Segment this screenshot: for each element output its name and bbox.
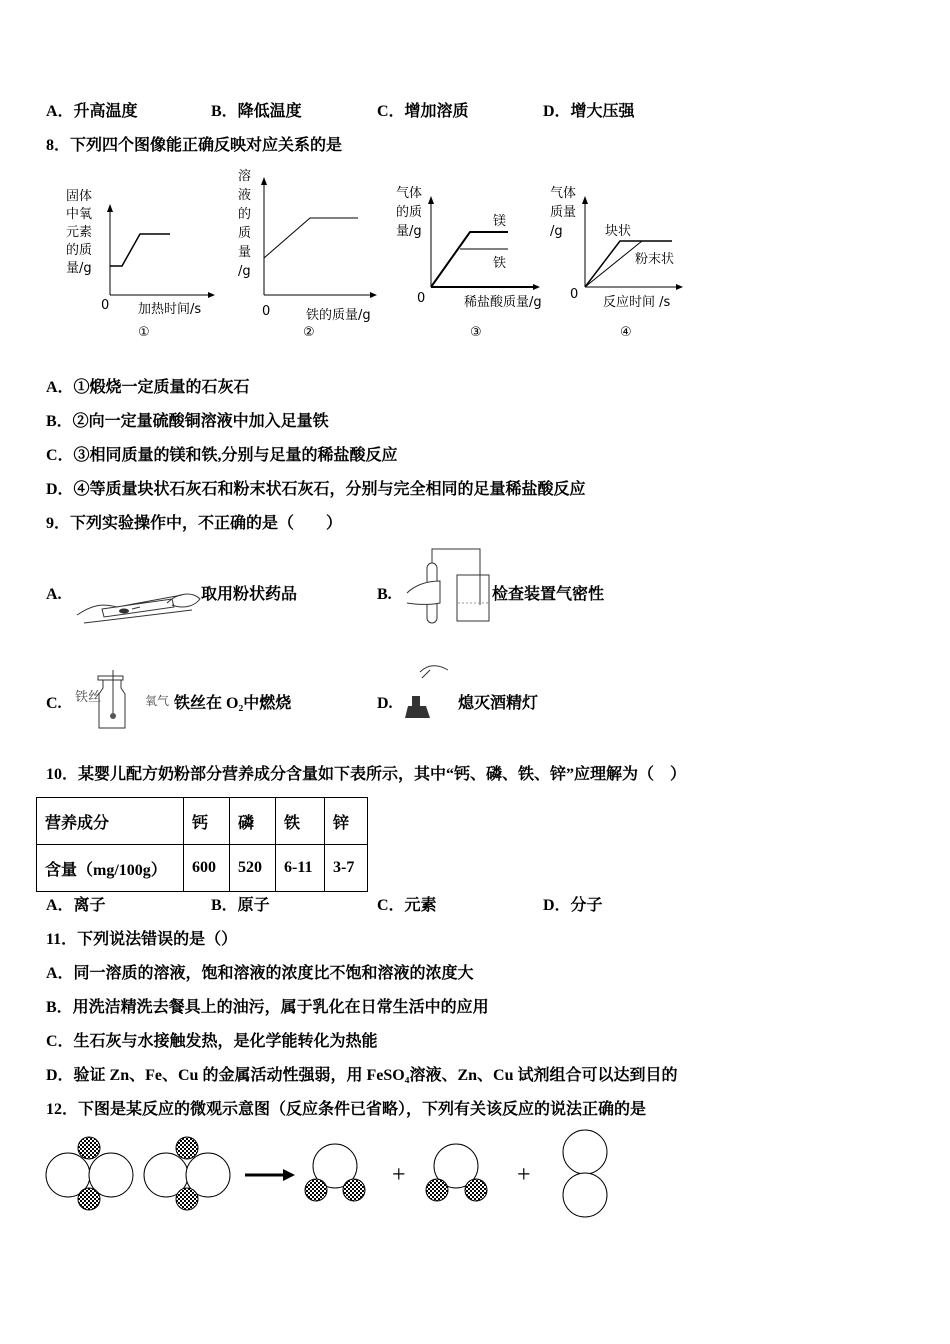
oxygen-label: 氧气: [145, 694, 170, 708]
y-label: /g: [238, 264, 251, 279]
q9-option-b-letter: B.: [377, 586, 392, 603]
origin-label: 0: [262, 304, 271, 319]
y-label: /g: [550, 224, 563, 239]
y-label: 量: [238, 245, 252, 260]
q9-option-b-text: 检查装置气密性: [492, 586, 605, 603]
product-molecule-3: [563, 1130, 607, 1217]
graph-number: ①: [138, 325, 150, 340]
y-label: 质量: [550, 205, 577, 220]
series-label: 粉末状: [635, 252, 675, 267]
table-cell: 600: [184, 845, 230, 892]
x-label: 稀盐酸质量/g: [464, 295, 542, 310]
q8-option-b: B．②向一定量硫酸铜溶液中加入足量铁: [46, 413, 329, 430]
y-label: 质: [238, 226, 252, 241]
alcohol-lamp-illustration: [400, 660, 450, 720]
graph-4: [545, 180, 695, 340]
q9-option-a-letter: A.: [46, 586, 62, 603]
graph-3: [390, 180, 560, 340]
q7-option-a: A．升高温度: [46, 103, 138, 120]
x-label: 铁的质量/g: [306, 308, 371, 323]
y-label: 固体: [66, 189, 93, 204]
y-label: 气体: [396, 186, 423, 201]
table-cell: 含量（mg/100g）: [37, 845, 184, 892]
table-cell: 营养成分: [37, 798, 184, 845]
table-cell: 铁: [276, 798, 325, 845]
reactant-molecule-2: [144, 1137, 230, 1210]
q8-option-a: A．①煅烧一定质量的石灰石: [46, 379, 250, 396]
y-label: 量/g: [396, 224, 422, 239]
q10-option-d: D．分子: [543, 897, 603, 914]
q9-stem: 9．下列实验操作中，不正确的是（ ）: [46, 515, 343, 532]
reaction-arrow: [245, 1169, 295, 1181]
series-label: 块状: [605, 224, 632, 239]
plus-sign: +: [392, 1162, 406, 1188]
q8-option-c: C．③相同质量的镁和铁,分别与足量的稀盐酸反应: [46, 447, 398, 464]
x-label: 反应时间 /s: [603, 295, 671, 310]
table-cell: 6-11: [276, 845, 325, 892]
reaction-diagram: [40, 1128, 620, 1220]
q10-option-a: A．离子: [46, 897, 106, 914]
origin-label: 0: [417, 291, 426, 306]
y-label: 液: [238, 188, 252, 203]
iron-wire-label: 铁丝: [75, 690, 102, 705]
origin-label: 0: [570, 287, 579, 302]
q11-option-d: D．验证 Zn、Fe、Cu 的金属活动性强弱，用 FeSO₄溶液、Zn、Cu 试剂组合可以达到目的: [46, 1067, 678, 1084]
graph-number: ④: [620, 325, 632, 340]
q10-stem: 10．某婴儿配方奶粉部分营养成分含量如下表所示，其中“钙、磷、铁、锌”应理解为（ ）: [46, 766, 687, 783]
q7-option-c: C．增加溶质: [377, 103, 469, 120]
series-label: 镁: [493, 214, 507, 229]
airtightness-check-illustration: [405, 545, 495, 627]
y-label: 溶: [238, 169, 252, 184]
y-label: 中氧: [66, 207, 93, 222]
table-cell: 520: [230, 845, 276, 892]
table-row: [37, 845, 368, 892]
series-label: 铁: [493, 256, 507, 271]
q11-option-b: B．用洗洁精洗去餐具上的油污，属于乳化在日常生活中的应用: [46, 999, 489, 1016]
plus-sign: +: [517, 1162, 531, 1188]
reactant-molecule-1: [46, 1137, 133, 1210]
q9-option-d-text: 熄灭酒精灯: [458, 695, 539, 712]
y-label: 的质: [66, 243, 93, 258]
table-cell: 钙: [184, 798, 230, 845]
table-cell: 磷: [230, 798, 276, 845]
q10-option-c: C．元素: [377, 897, 437, 914]
y-label: 的: [238, 207, 252, 222]
graph-number: ②: [303, 325, 315, 340]
q7-option-d: D．增大压强: [543, 103, 635, 120]
y-label: 元素: [66, 225, 93, 240]
q9-option-c-text: 铁丝在 O₂中燃烧: [174, 695, 292, 712]
powder-sampling-illustration: [72, 585, 202, 630]
table-row: [37, 798, 368, 845]
graph-4-line-powder: [585, 241, 642, 287]
q10-option-b: B．原子: [211, 897, 270, 914]
q11-option-c: C．生石灰与水接触发热，是化学能转化为热能: [46, 1033, 378, 1050]
q9-option-d-letter: D.: [377, 695, 393, 712]
q9-option-c-letter: C.: [46, 695, 62, 712]
q11-option-a: A．同一溶质的溶液，饱和溶液的浓度比不饱和溶液的浓度大: [46, 965, 474, 982]
nutrition-table: [36, 797, 368, 892]
q12-stem: 12．下图是某反应的微观示意图（反应条件已省略），下列有关该反应的说法正确的是: [46, 1101, 647, 1118]
q11-stem: 11．下列说法错误的是（）: [46, 931, 238, 948]
graph-2: [230, 165, 390, 340]
y-label: 量/g: [66, 261, 92, 276]
origin-label: 0: [101, 298, 110, 313]
x-label: 加热时间/s: [138, 302, 202, 317]
table-cell: 3-7: [325, 845, 368, 892]
table-cell: 锌: [325, 798, 368, 845]
graph-2-line: [264, 218, 358, 258]
q7-option-b: B．降低温度: [211, 103, 302, 120]
graph-number: ③: [470, 325, 482, 340]
product-molecule-2: [426, 1144, 487, 1201]
q8-option-d: D．④等质量块状石灰石和粉末状石灰石，分别与完全相同的足量稀盐酸反应: [46, 481, 586, 498]
product-molecule-1: [305, 1144, 365, 1201]
graph-1: [60, 170, 220, 340]
y-label: 的质: [396, 205, 423, 220]
y-label: 气体: [550, 186, 577, 201]
graph-1-line: [110, 234, 170, 266]
q8-stem: 8．下列四个图像能正确反映对应关系的是: [46, 137, 343, 154]
q9-option-a-text: 取用粉状药品: [201, 586, 298, 603]
